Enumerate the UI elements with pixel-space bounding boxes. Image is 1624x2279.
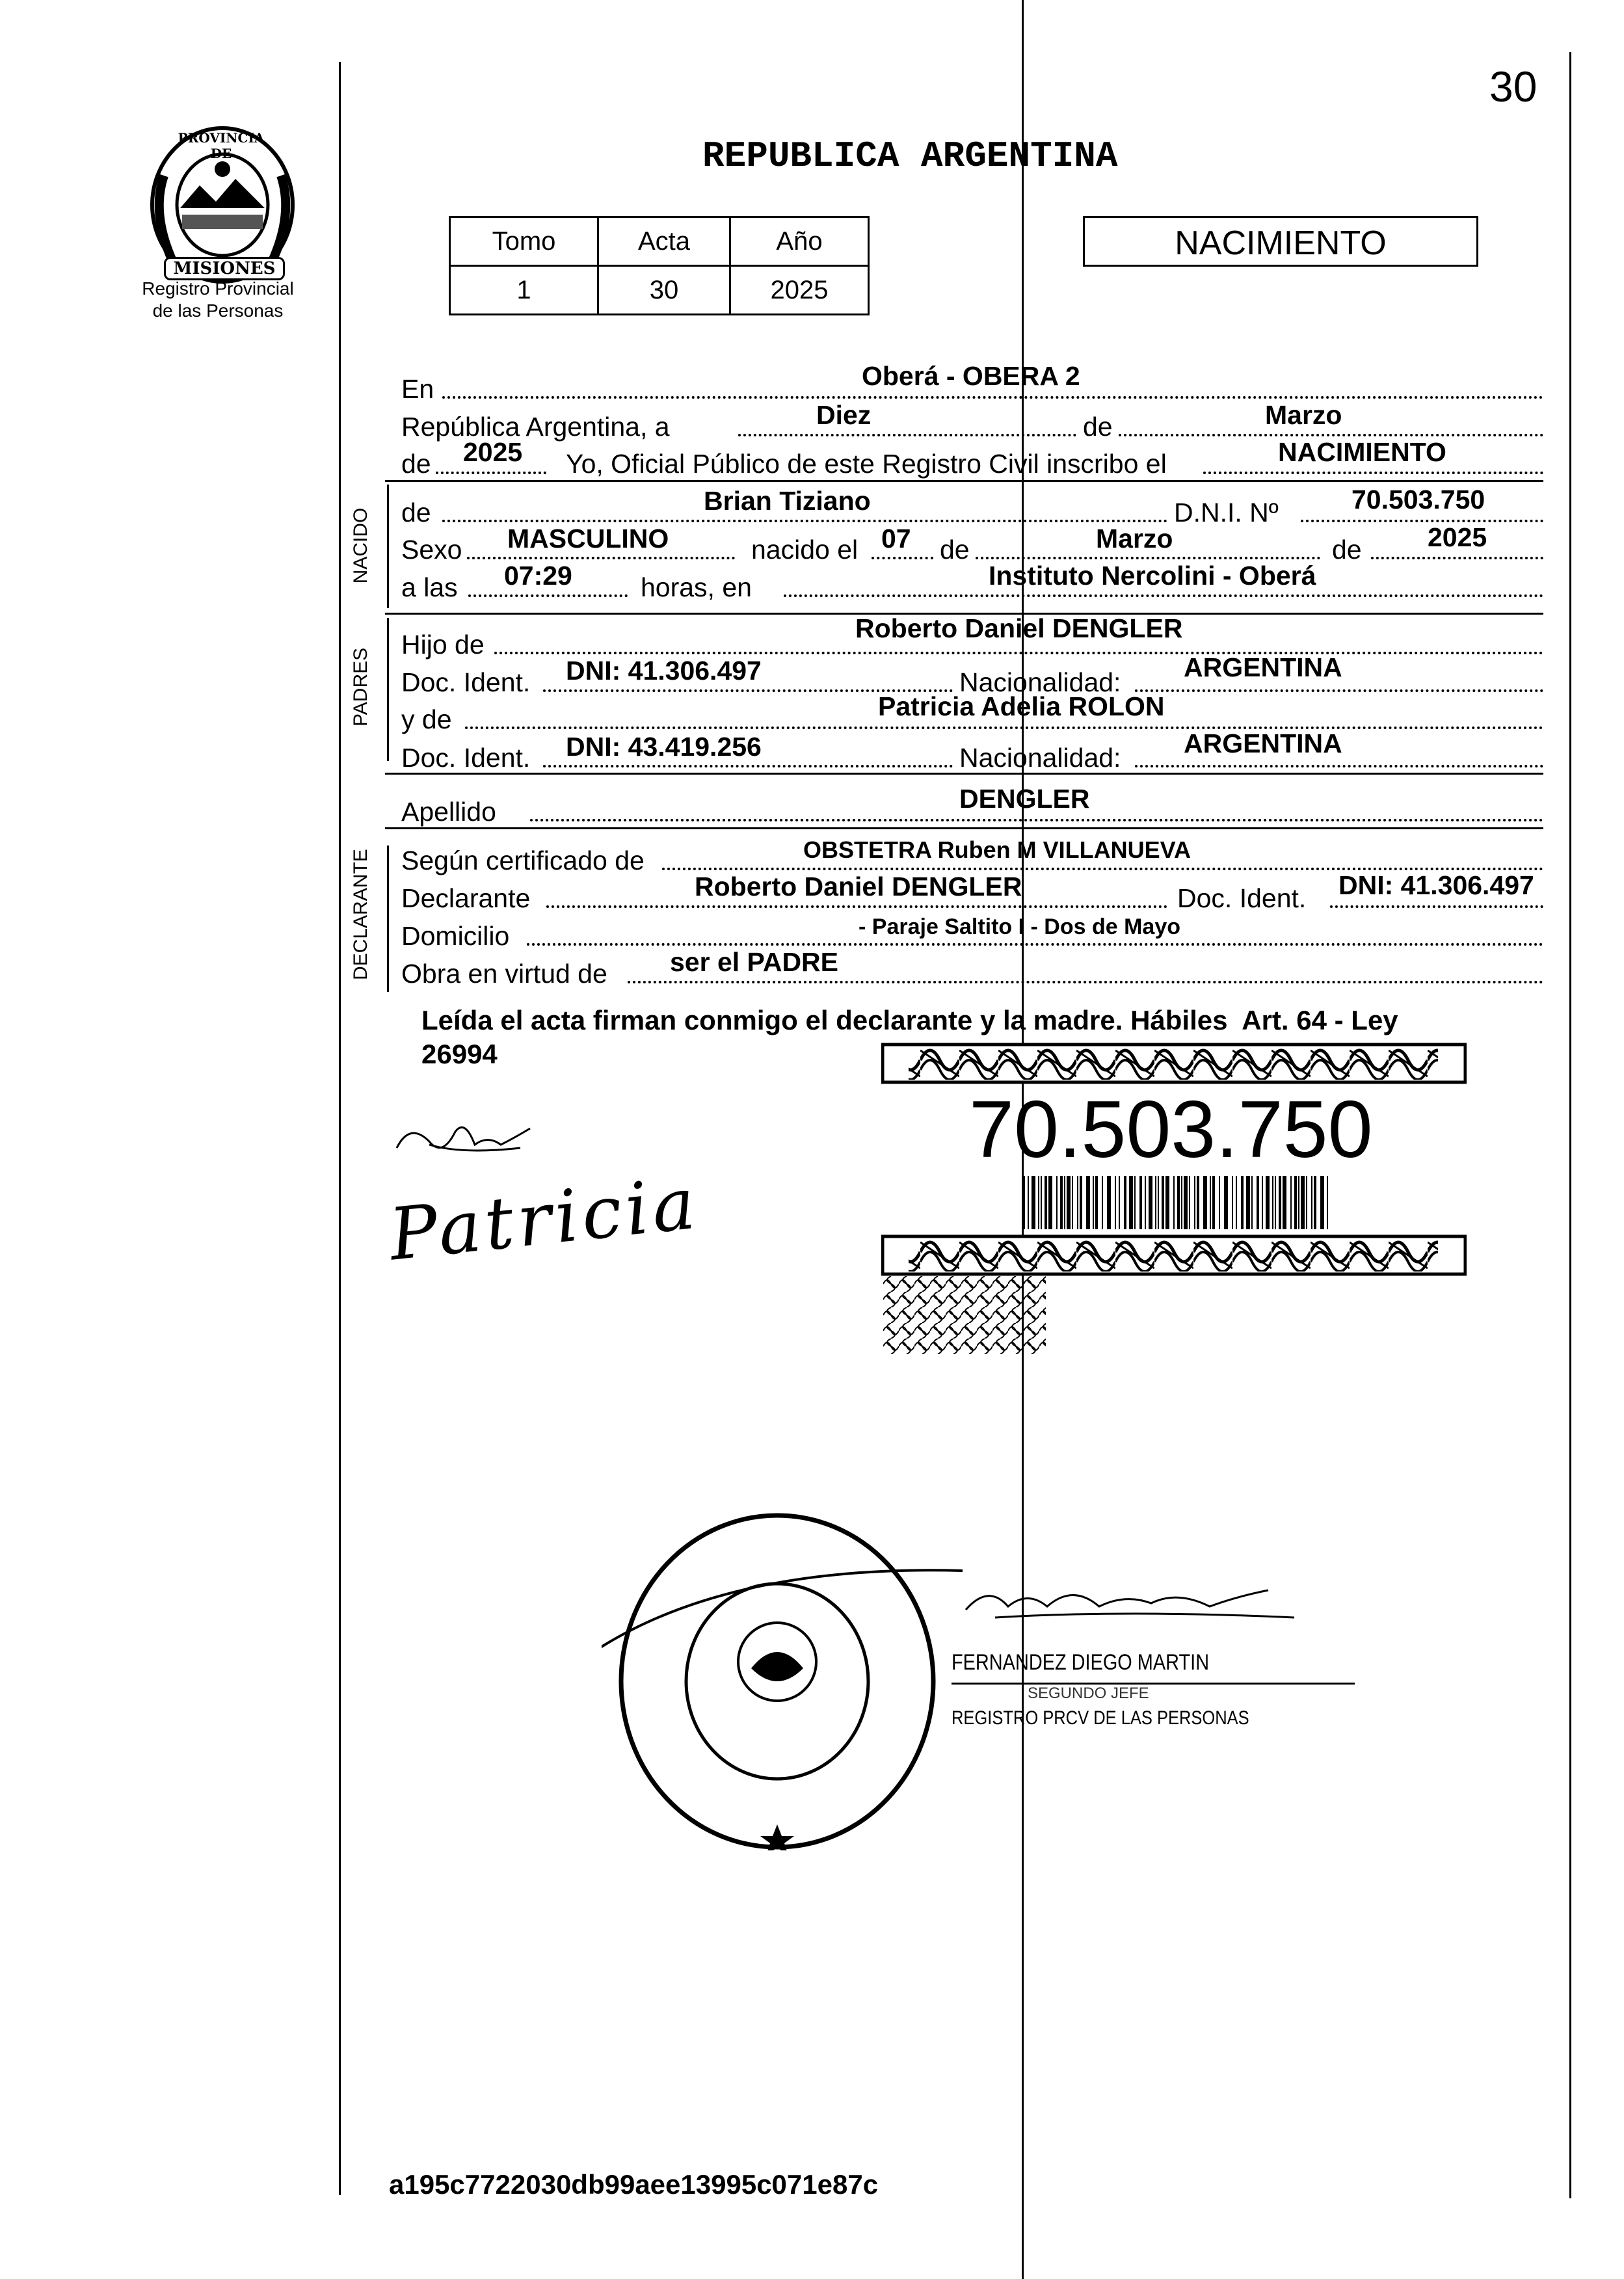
mother-nac-value: ARGENTINA xyxy=(1184,728,1342,758)
month-value: Marzo xyxy=(1265,400,1342,430)
emblem-banner: MISIONES xyxy=(164,257,285,280)
apellido-label: Apellido xyxy=(401,797,496,827)
barcode-bar xyxy=(1162,1176,1164,1229)
sexo-value: MASCULINO xyxy=(507,524,669,553)
obra-label: Obra en virtud de xyxy=(401,959,607,989)
apellido-rule xyxy=(385,827,1543,829)
father-name-value: Roberto Daniel DENGLER xyxy=(855,613,1183,643)
barcode-bar xyxy=(1102,1176,1103,1229)
month-dots xyxy=(1119,434,1543,436)
en-label: En xyxy=(401,374,434,404)
act-type-box: NACIMIENTO xyxy=(1083,216,1478,267)
barcode-bar xyxy=(1272,1176,1273,1229)
padres-bracket xyxy=(387,618,389,761)
official-sign-line xyxy=(952,1683,1355,1685)
barcode-bar xyxy=(1032,1176,1035,1229)
sexo-label: Sexo xyxy=(401,535,462,565)
mother-dots xyxy=(465,726,1543,729)
father-doc-value: DNI: 41.306.497 xyxy=(566,656,762,686)
nacido-el-label: nacido el xyxy=(751,535,859,565)
barcode-bar xyxy=(1080,1176,1082,1229)
barcode-bar xyxy=(1306,1176,1307,1229)
barcode-bar xyxy=(1232,1176,1233,1229)
barcode-bar xyxy=(1301,1176,1305,1229)
horas-label: horas, en xyxy=(641,572,752,602)
barcode-bar xyxy=(1246,1176,1250,1229)
emblem-ring-text: PROVINCIA DE xyxy=(178,130,265,161)
declarante-bracket xyxy=(387,846,389,992)
barcode-bar xyxy=(1093,1176,1094,1229)
barcode-bar xyxy=(1262,1176,1263,1229)
cert-value: OBSTETRA Ruben M VILLANUEVA xyxy=(803,836,1191,863)
barcode-bar xyxy=(1149,1176,1152,1229)
reference-table xyxy=(449,216,870,315)
barcode-bar xyxy=(1320,1176,1324,1229)
decl-doc-label: Doc. Ident. xyxy=(1177,883,1307,913)
security-band-bottom xyxy=(881,1233,1467,1279)
en-dots xyxy=(442,396,1543,399)
barcode-bar xyxy=(1241,1176,1244,1229)
apellido-value: DENGLER xyxy=(959,784,1090,814)
barcode-bar xyxy=(1212,1176,1215,1229)
act-dots xyxy=(1203,472,1543,474)
birth-day-dots xyxy=(872,557,933,559)
barcode-bar xyxy=(1177,1176,1180,1229)
cert-label: Según certificado de xyxy=(401,846,645,875)
child-name-value: Brian Tiziano xyxy=(704,486,871,516)
barcode-bar xyxy=(1134,1176,1136,1229)
barcode-bar xyxy=(1158,1176,1159,1229)
barcode-bar xyxy=(1275,1176,1276,1229)
page-title: REPUBLICA ARGENTINA xyxy=(702,135,1118,177)
value-anio: 2025 xyxy=(730,266,869,315)
barcode-bar xyxy=(1129,1176,1133,1229)
padres-section-label: PADRES xyxy=(350,647,371,726)
barcode-bar xyxy=(1283,1176,1286,1229)
sexo-dots xyxy=(467,557,735,559)
father-doc-label: Doc. Ident. xyxy=(401,667,531,697)
dom-value: - Paraje Saltito I - Dos de Mayo xyxy=(859,914,1181,939)
birth-year-value: 2025 xyxy=(1428,522,1487,552)
security-band-top xyxy=(881,1041,1467,1087)
barcode-bar xyxy=(1124,1176,1126,1229)
registry-line-1: Registro Provincial xyxy=(142,278,294,299)
decl-doc-value: DNI: 41.306.497 xyxy=(1338,870,1534,900)
birth-month-value: Marzo xyxy=(1096,524,1173,553)
page-number: 30 xyxy=(1489,62,1537,111)
barcode-bar xyxy=(1197,1176,1199,1229)
document-hash: a195c7722030db99aee13995c071e87c xyxy=(389,2169,879,2200)
barcode-bar xyxy=(1189,1176,1190,1229)
mother-nac-label: Nacionalidad: xyxy=(959,743,1121,773)
mother-doc-label: Doc. Ident. xyxy=(401,743,531,773)
barcode-bar xyxy=(1045,1176,1047,1229)
barcode-bar xyxy=(1279,1176,1281,1229)
barcode-bar xyxy=(1290,1176,1292,1229)
day-value: Diez xyxy=(816,400,872,430)
father-nac-label: Nacionalidad: xyxy=(959,667,1121,697)
barcode xyxy=(1022,1176,1335,1229)
barcode-bar xyxy=(1155,1176,1156,1229)
father-dots xyxy=(494,652,1543,654)
barcode-bar xyxy=(1181,1176,1182,1229)
barcode-bar xyxy=(1203,1176,1207,1229)
declarante-section-label: DECLARANTE xyxy=(350,849,371,980)
seal-swoosh xyxy=(602,1570,963,1649)
decl-value: Roberto Daniel DENGLER xyxy=(695,872,1022,901)
barcode-bar xyxy=(1224,1176,1228,1229)
emblem-sun xyxy=(215,161,230,177)
officer-text: Yo, Oficial Público de este Registro Civil inscribo el xyxy=(566,449,1167,479)
barcode-bar xyxy=(1095,1176,1098,1229)
nacido-de-label: de xyxy=(401,498,431,527)
barcode-bar xyxy=(1086,1176,1090,1229)
name-dots xyxy=(442,520,1167,522)
apellido-dots xyxy=(530,819,1543,821)
value-tomo: 1 xyxy=(450,266,598,315)
barcode-bar xyxy=(1077,1176,1078,1229)
registry-line-2: de las Personas xyxy=(152,300,284,321)
mother-doc-dots xyxy=(543,765,953,767)
left-margin-line xyxy=(339,62,341,2195)
barcode-bar xyxy=(1060,1176,1063,1229)
barcode-bar xyxy=(1064,1176,1065,1229)
decl-dots xyxy=(546,905,1167,908)
seal-crest-detail xyxy=(751,1652,803,1681)
reference-table-values xyxy=(450,266,869,315)
hijo-de-label: Hijo de xyxy=(401,630,485,660)
barcode-bar xyxy=(1194,1176,1195,1229)
barcode-bar xyxy=(1327,1176,1328,1229)
barcode-bar xyxy=(1056,1176,1058,1229)
dni-value: 70.503.750 xyxy=(1351,485,1485,514)
padres-rule xyxy=(385,773,1543,775)
closing-text-line2: 26994 xyxy=(421,1039,498,1069)
barcode-bar xyxy=(1266,1176,1270,1229)
de-label-intro: de xyxy=(1083,412,1113,442)
barcode-bar xyxy=(1041,1176,1042,1229)
barcode-bar xyxy=(1022,1176,1025,1229)
time-value: 07:29 xyxy=(504,561,572,591)
birth-day-value: 07 xyxy=(881,524,911,553)
year-dots xyxy=(436,472,546,474)
barcode-bar xyxy=(1067,1176,1071,1229)
barcode-bar xyxy=(1314,1176,1316,1229)
obra-dots xyxy=(628,981,1543,983)
barcode-bar xyxy=(1251,1176,1253,1229)
barcode-bar xyxy=(1210,1176,1211,1229)
emblem-laurel-left xyxy=(159,176,174,263)
nacido-de-label-2: de xyxy=(940,535,970,565)
en-value: Oberá - OBERA 2 xyxy=(862,361,1080,391)
nacido-bracket xyxy=(387,485,389,608)
barcode-bar xyxy=(1257,1176,1259,1229)
security-band-bottom-pattern xyxy=(909,1238,1438,1273)
barcode-bar xyxy=(1219,1176,1220,1229)
official-role: SEGUNDO JEFE xyxy=(1028,1685,1149,1702)
dom-dots xyxy=(527,943,1543,946)
nacido-section-label: NACIDO xyxy=(350,507,371,584)
father-nac-value: ARGENTINA xyxy=(1184,652,1342,682)
barcode-bars xyxy=(1022,1176,1328,1229)
official-name: FERNANDEZ DIEGO MARTIN xyxy=(952,1650,1210,1675)
barcode-bar xyxy=(1139,1176,1142,1229)
place-value: Instituto Nercolini - Oberá xyxy=(989,561,1316,591)
barcode-bar xyxy=(1119,1176,1120,1229)
header-acta: Acta xyxy=(598,217,730,266)
mother-doc-value: DNI: 43.419.256 xyxy=(566,732,762,762)
barcode-bar xyxy=(1165,1176,1169,1229)
value-acta: 30 xyxy=(598,266,730,315)
dni-dots xyxy=(1301,520,1543,522)
barcode-bar xyxy=(1072,1176,1073,1229)
dni-label: D.N.I. Nº xyxy=(1174,498,1279,527)
birth-month-dots xyxy=(976,557,1320,559)
right-margin-line xyxy=(1569,52,1571,2198)
barcode-bar xyxy=(1107,1176,1111,1229)
obra-value: ser el PADRE xyxy=(670,947,839,977)
barcode-bar xyxy=(1038,1176,1039,1229)
year-prefix: de xyxy=(401,449,431,479)
reference-table-header xyxy=(450,217,869,266)
barcode-bar xyxy=(1028,1176,1029,1229)
decl-label: Declarante xyxy=(401,883,531,913)
header-anio: Año xyxy=(730,217,869,266)
intro-rule xyxy=(385,480,1543,482)
birth-year-dots xyxy=(1371,557,1543,559)
header-tomo: Tomo xyxy=(450,217,598,266)
republica-label: República Argentina, a xyxy=(401,412,670,442)
barcode-bar xyxy=(1048,1176,1052,1229)
dom-label: Domicilio xyxy=(401,921,510,951)
barcode-bar xyxy=(1145,1176,1146,1229)
barcode-bar xyxy=(1298,1176,1299,1229)
father-nac-dots xyxy=(1135,689,1543,692)
declarant-signature-stroke xyxy=(397,1127,530,1151)
y-de-label: y de xyxy=(401,704,452,734)
mother-nac-dots xyxy=(1135,765,1543,767)
place-dots xyxy=(784,594,1543,597)
security-band-top-pattern xyxy=(909,1046,1438,1081)
barcode-bar xyxy=(1184,1176,1188,1229)
act-value: NACIMIENTO xyxy=(1278,437,1446,467)
nacido-de-label-3: de xyxy=(1332,535,1362,565)
barcode-bar xyxy=(1311,1176,1312,1229)
emblem-river xyxy=(182,215,263,229)
official-seal xyxy=(602,1486,966,1850)
year-value: 2025 xyxy=(463,437,523,467)
declarant-signature xyxy=(390,1109,546,1167)
official-office: REGISTRO PRCV DE LAS PERSONAS xyxy=(952,1707,1249,1729)
hologram-pattern xyxy=(883,1276,1046,1354)
emblem-laurel-right xyxy=(271,176,286,263)
official-signature-stroke xyxy=(966,1590,1294,1618)
barcode-bar xyxy=(1294,1176,1297,1229)
barcode-bar xyxy=(1115,1176,1116,1229)
mother-name-value: Patricia Adelia ROLON xyxy=(878,691,1165,721)
time-dots xyxy=(468,594,628,597)
security-hologram xyxy=(883,1276,1046,1354)
alas-label: a las xyxy=(401,572,458,602)
barcode-bar xyxy=(1173,1176,1175,1229)
closing-text-line1: Leída el acta firman conmigo el declarante y la madre. Hábiles Art. 64 - Ley xyxy=(421,1005,1398,1035)
decl-doc-dots xyxy=(1330,905,1543,908)
barcode-bar xyxy=(1236,1176,1237,1229)
mother-signature: Patricia xyxy=(385,1161,703,1277)
official-signature xyxy=(963,1571,1301,1629)
security-number: 70.503.750 xyxy=(969,1085,1373,1175)
day-dots xyxy=(738,434,1076,436)
